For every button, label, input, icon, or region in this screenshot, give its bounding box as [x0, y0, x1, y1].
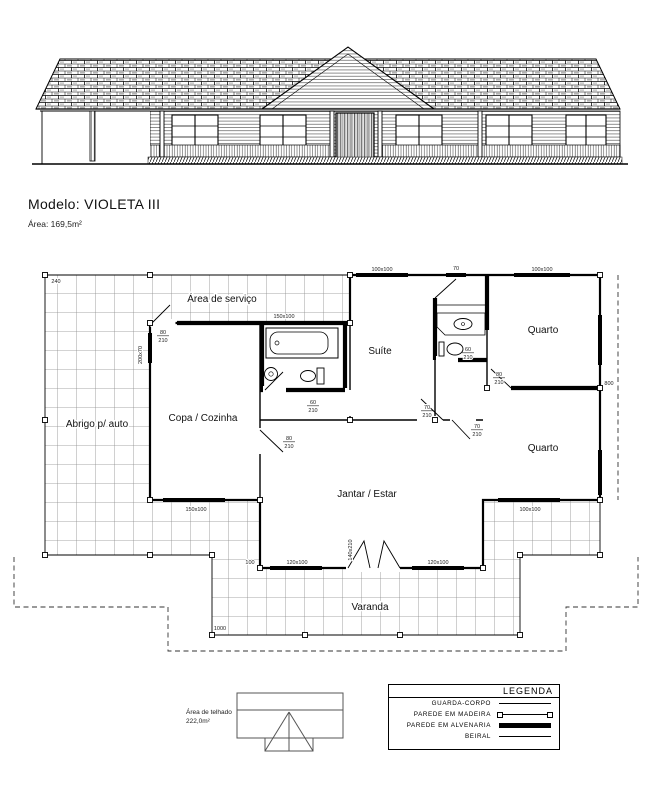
foundation [148, 157, 622, 164]
legend-label: GUARDA-CORPO [431, 700, 491, 707]
model-title: Modelo: VIOLETA III [28, 196, 161, 212]
legend-row [389, 720, 559, 731]
floor-plan [0, 255, 652, 660]
svg-text:70: 70 [473, 424, 481, 430]
dimension-label [185, 507, 206, 513]
legend [388, 684, 560, 750]
roof-plan-diagram [225, 688, 355, 763]
legend-row [389, 709, 559, 720]
svg-text:80: 80 [159, 330, 167, 336]
svg-text:120x100: 120x100 [286, 560, 308, 566]
legend-row [389, 731, 559, 742]
dimension-label [214, 626, 226, 632]
svg-text:100x100: 100x100 [531, 267, 553, 273]
legend-symbol-masonry-wall [497, 722, 553, 729]
room-label: Suíte [368, 346, 392, 357]
svg-text:60: 60 [309, 400, 317, 406]
svg-text:210: 210 [284, 443, 294, 450]
dimension-label [604, 381, 613, 387]
elevation-drawing [0, 15, 652, 180]
title-block [28, 196, 160, 229]
legend-symbol-thin-line [497, 733, 553, 740]
dimension-label [245, 560, 254, 566]
svg-text:210: 210 [463, 354, 473, 361]
svg-text:210: 210 [422, 412, 432, 419]
svg-text:70: 70 [423, 405, 431, 411]
legend-symbol-thin-line [497, 700, 553, 707]
svg-text:140x210: 140x210 [348, 539, 354, 561]
carport-post [90, 111, 95, 161]
svg-text:210: 210 [494, 379, 504, 386]
room-label: Copa / Cozinha [168, 413, 238, 424]
legend-label: PAREDE EM MADEIRA [413, 711, 491, 718]
svg-text:100x100: 100x100 [519, 507, 541, 513]
roof-note-line1: Área de telhado [186, 709, 232, 716]
room-label: Quarto [527, 325, 559, 336]
svg-text:800: 800 [604, 381, 614, 387]
dimension-label [273, 314, 294, 320]
legend-row [389, 698, 559, 709]
area-note: Área: 169,5m² [28, 219, 82, 229]
roof-note-line2: 222,0m² [186, 718, 210, 725]
svg-text:100: 100 [245, 560, 255, 566]
svg-text:80: 80 [285, 436, 293, 442]
dimension-label [371, 267, 392, 273]
svg-text:200x70: 200x70 [138, 345, 144, 365]
dimension-label [348, 539, 354, 560]
elevation-door [336, 113, 374, 159]
room-label: Área de serviço [187, 294, 257, 305]
svg-text:120x100: 120x100 [427, 560, 449, 566]
svg-text:150x100: 150x100 [185, 507, 207, 513]
svg-text:100x100: 100x100 [371, 267, 393, 273]
legend-label: PAREDE EM ALVENARIA [406, 722, 491, 729]
svg-text:210: 210 [158, 337, 168, 344]
legend-items [389, 698, 559, 742]
svg-text:70: 70 [452, 266, 460, 272]
svg-text:210: 210 [472, 431, 482, 438]
dimension-label [427, 560, 448, 566]
svg-text:80: 80 [495, 372, 503, 378]
legend-symbol-wood-wall [497, 711, 553, 718]
svg-text:60: 60 [464, 347, 472, 353]
svg-text:1000: 1000 [213, 626, 227, 632]
room-label: Quarto [527, 443, 559, 454]
room-label: Jantar / Estar [337, 489, 397, 500]
legend-title: LEGENDA [389, 685, 559, 698]
porch-railing [150, 145, 334, 157]
dimension-label [138, 346, 144, 364]
dimension-label [531, 267, 552, 273]
svg-text:240: 240 [51, 279, 61, 285]
svg-text:150x100: 150x100 [273, 314, 295, 320]
room-label: Varanda [351, 602, 389, 613]
svg-text:210: 210 [308, 407, 318, 414]
porch-railing [382, 145, 620, 157]
dimension-label [453, 266, 459, 272]
roof-area-note [186, 708, 232, 726]
dimension-label [519, 507, 540, 513]
dimension-label [51, 279, 60, 285]
legend-label: BEIRAL [465, 733, 491, 740]
room-label: Abrigo p/ auto [65, 419, 129, 430]
dimension-label [286, 560, 307, 566]
